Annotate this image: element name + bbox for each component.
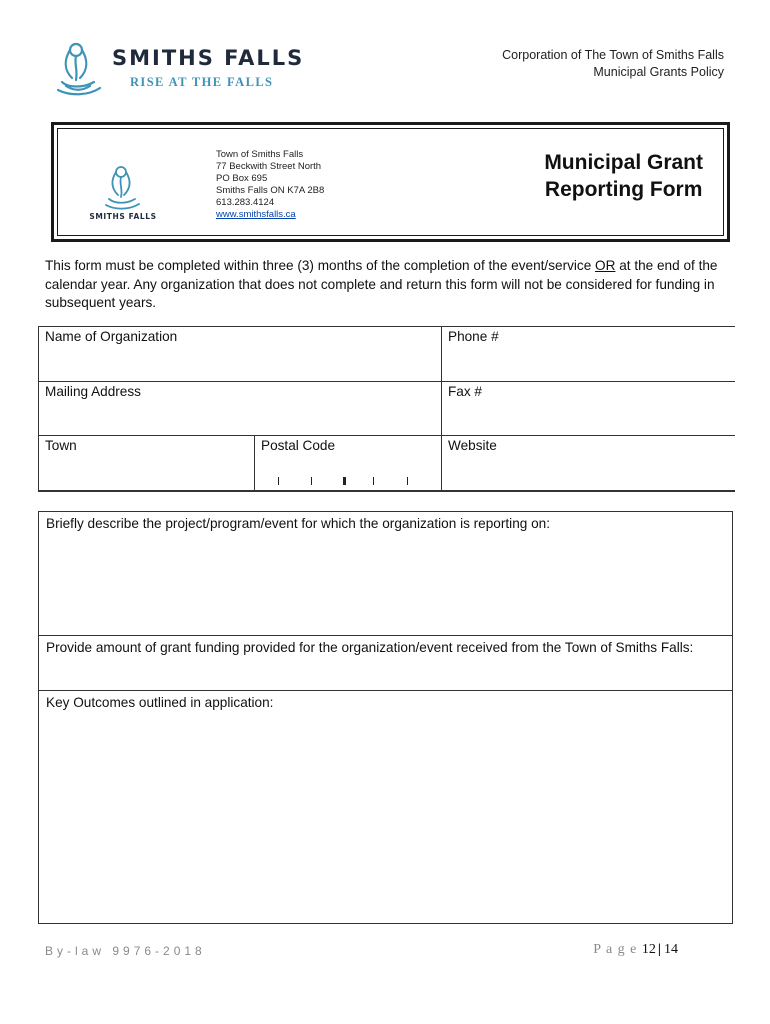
address-line: Town of Smiths Falls <box>216 149 304 160</box>
outcomes-label: Key Outcomes outlined in application: <box>46 695 274 710</box>
mini-logo-name: SMITHS FALLS <box>89 212 157 221</box>
describe-section[interactable] <box>39 512 732 636</box>
logo-name: SMITHS FALLS <box>112 46 305 70</box>
table-border <box>38 326 39 492</box>
form-title <box>544 149 703 203</box>
website-link[interactable]: www.smithsfalls.ca <box>216 209 296 220</box>
contact-info-table <box>38 326 735 492</box>
describe-label: Briefly describe the project/program/event for which the organization is reporting on: <box>46 516 550 531</box>
postal-code-tick <box>311 477 312 485</box>
address-line: PO Box 695 <box>216 173 268 184</box>
bylaw-footer: By-law 9976-2018 <box>45 944 206 958</box>
outcomes-section[interactable] <box>39 691 732 923</box>
intro-emphasis: OR <box>595 258 616 273</box>
falls-emblem-icon <box>54 40 108 96</box>
website-field[interactable]: Website <box>448 438 497 453</box>
page-total: 14 <box>664 942 678 957</box>
address-line: 77 Beckwith Street North <box>216 161 322 172</box>
postal-code-tick <box>373 477 374 485</box>
postal-code-tick <box>343 477 346 485</box>
form-header-inner <box>57 128 724 236</box>
intro-paragraph <box>45 257 735 313</box>
form-title-line-1: Municipal Grant <box>544 151 703 174</box>
report-sections-table <box>38 511 733 924</box>
form-title-line-2: Reporting Form <box>544 178 703 201</box>
table-border <box>441 326 442 492</box>
corp-line-2: Municipal Grants Policy <box>593 65 724 79</box>
org-name-field[interactable]: Name of Organization <box>45 329 178 344</box>
grant-amount-section[interactable] <box>39 636 732 691</box>
grant-amount-label: Provide amount of grant funding provided for the organization/event received from the Town of Smiths Falls: <box>46 640 694 655</box>
postal-code-field[interactable]: Postal Code <box>261 438 336 453</box>
logo-tagline: RISE AT THE FALLS <box>130 75 274 89</box>
town-field[interactable]: Town <box>45 438 77 453</box>
form-header-box <box>51 122 730 242</box>
corporation-header <box>502 47 724 81</box>
page-number <box>593 942 678 958</box>
intro-part-2: at the end of the calendar year. Any organization that does not complete and return this form will not be considered for funding in subsequent years. <box>45 258 718 311</box>
mini-falls-emblem-icon <box>103 164 143 210</box>
mini-logo <box>78 164 168 234</box>
postal-code-tick <box>407 477 408 485</box>
smiths-falls-logo <box>54 40 304 96</box>
postal-code-tick <box>278 477 279 485</box>
address-line: 613.283.4124 <box>216 197 275 208</box>
phone-field[interactable]: Phone # <box>448 329 499 344</box>
mailing-address-field[interactable]: Mailing Address <box>45 384 141 399</box>
corp-line-1: Corporation of The Town of Smiths Falls <box>502 48 724 62</box>
intro-part-1: This form must be completed within three (3) months of the completion of the event/service <box>45 258 596 273</box>
page-separator: | <box>657 942 662 957</box>
fax-field[interactable]: Fax # <box>448 384 482 399</box>
page-current: 12 <box>641 942 656 957</box>
table-border <box>38 435 735 436</box>
town-address <box>216 149 324 221</box>
page-label: P a g e <box>593 942 638 957</box>
table-border <box>38 490 735 492</box>
address-line: Smiths Falls ON K7A 2B8 <box>216 185 325 196</box>
